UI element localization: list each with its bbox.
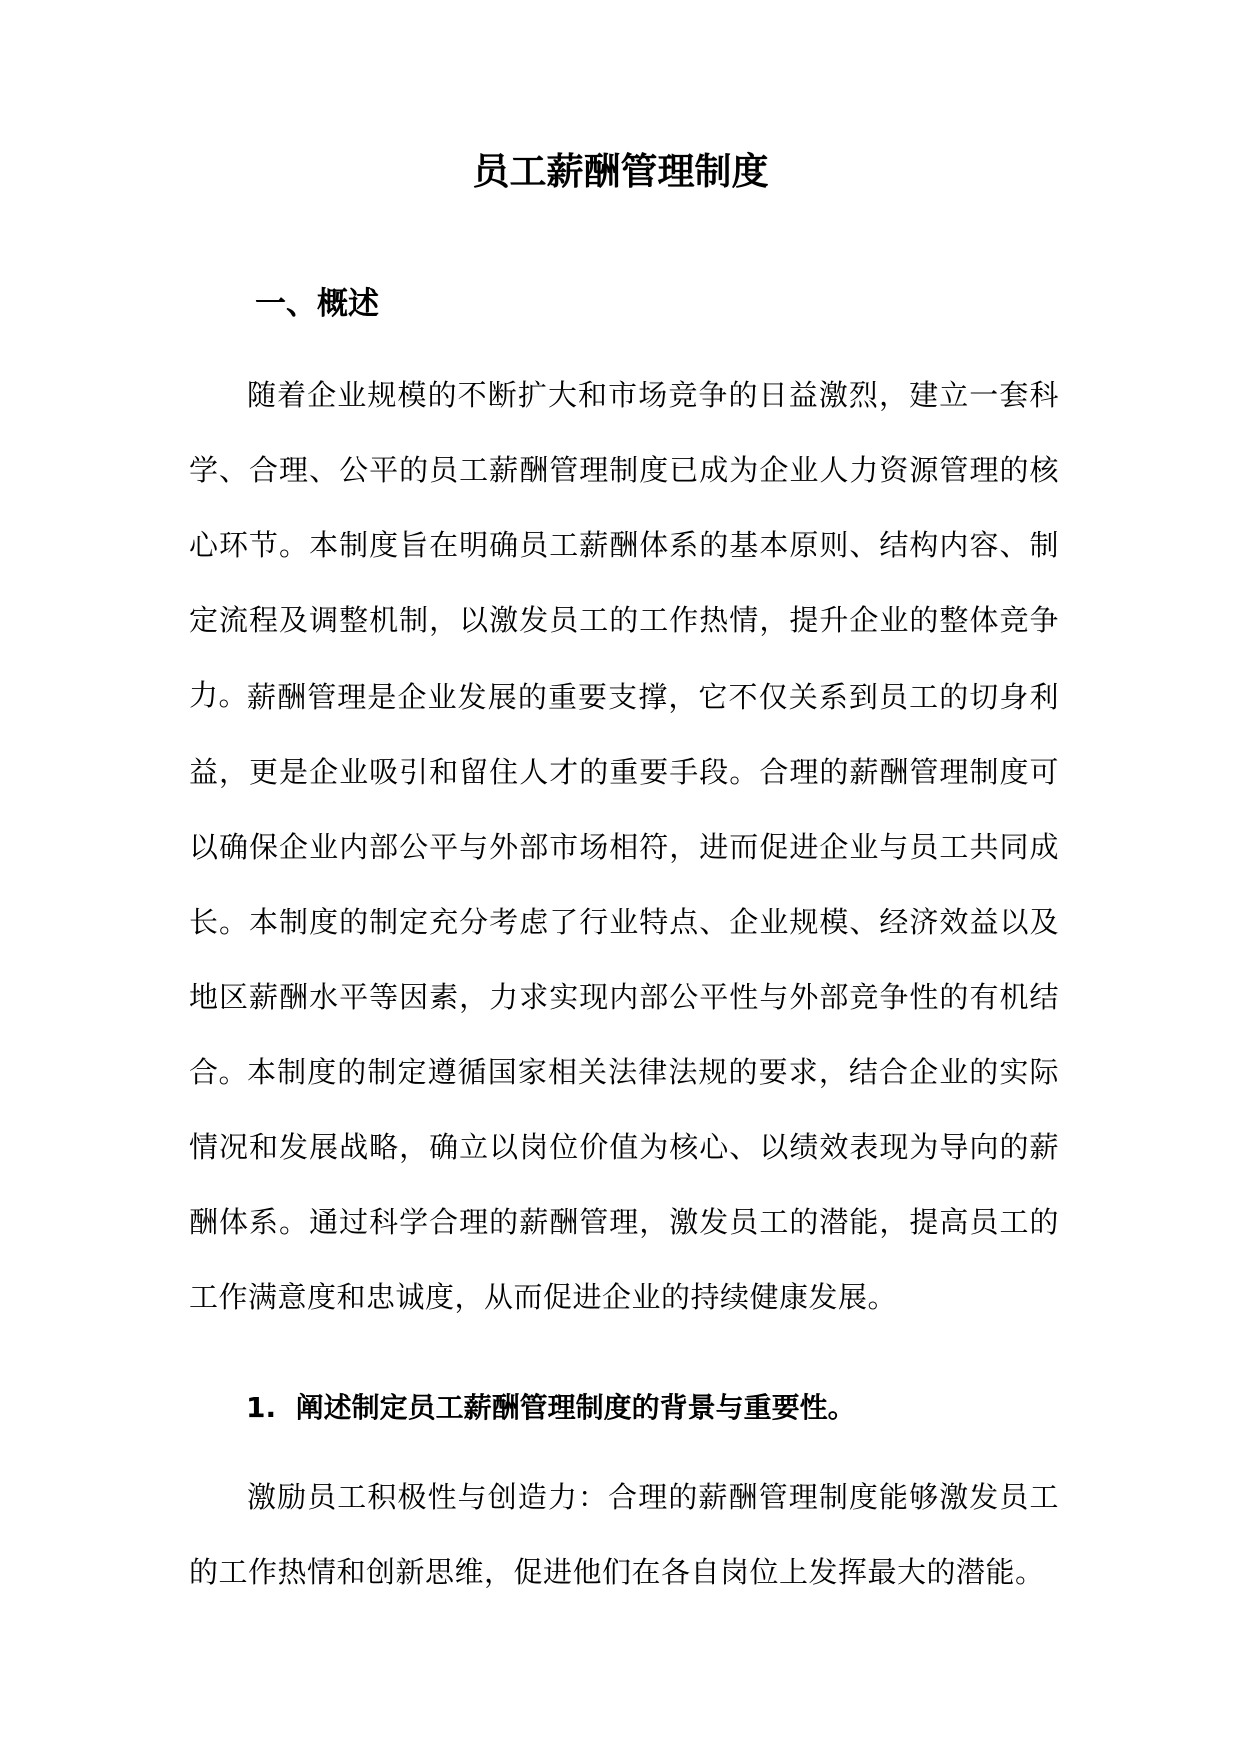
body-paragraph: 随着企业规模的不断扩大和市场竞争的日益激烈，建立一套科学、合理、公平的员工薪酬管理制度已成为企业人力资源管理的核心环节。本制度旨在明确员工薪酬体系的基本原则、结构内容、制定流程及调整机制，以激发员工的工作热情，提升企业的整体竞争力。 — [189, 378, 1059, 712]
body-paragraph: 薪酬管理是企业发展的重要支撑，它不仅关系到员工的切身利益，更是企业吸引和留住人才的重要手段。合理的薪酬管理制度可以确保企业内部公平与外部市场相符，进而促进企业与员工共同成长。本制度的制定充分考虑了行业特点、企业规模、经济效益以及地区薪酬水平等因素，力求实现内部公平性与外部竞争性的有机结合。 — [189, 680, 1059, 1089]
document-title: 员工薪酬管理制度 — [472, 150, 769, 193]
body-paragraph: 本制度的制定遵循国家相关法律法规的要求，结合企业的实际情况和发展战略，确立以岗位价值为核心、以绩效表现为导向的薪酬体系。通过科学合理的薪酬管理，激发员工的潜能，提高员工的工作满意度和忠诚度，从而促进企业的持续健康发展。 — [189, 1055, 1059, 1314]
body-paragraph: 激励员工积极性与创造力：合理的薪酬管理制度能够激发员工的工作热情和创新思维，促进他们在各自岗位上发挥最大的潜能。 — [189, 1480, 1059, 1589]
section-heading: 一、概述 — [255, 286, 379, 322]
numbered-subheading: 1. 阐述制定员工薪酬管理制度的背景与重要性。 — [246, 1391, 856, 1424]
